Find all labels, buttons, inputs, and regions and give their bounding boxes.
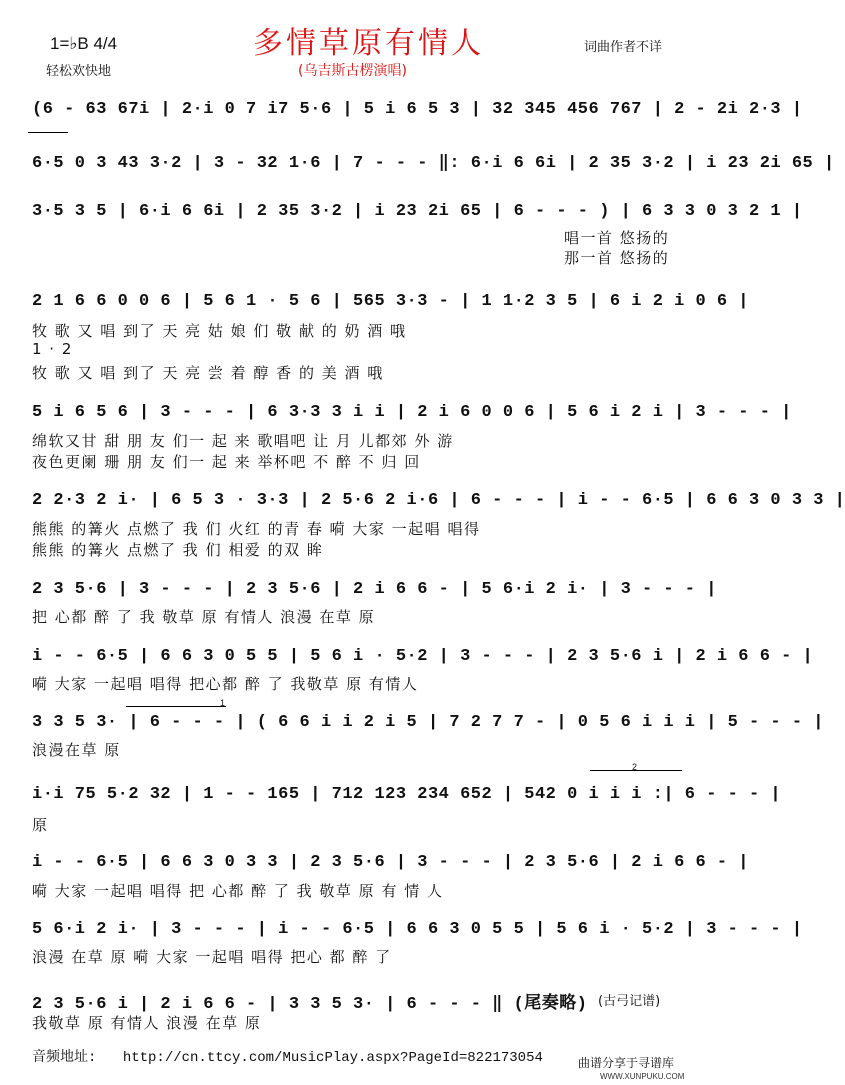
notation-row: 3 3 5 3· | 6 - - - | ( 6 6 i i 2 i 5 | 7 2 7 7 - | 0 5 6 i i i | 5 - - - | — [32, 713, 824, 732]
lyric-line: 牧 歌 又 唱 到了 天 亮 姑 娘 们 敬 献 的 奶 酒 哦 — [32, 322, 407, 340]
audio-label: 音频地址: — [32, 1050, 97, 1066]
lyric-line: 1 · 2 — [32, 340, 73, 358]
notation-row: (6 - 63 67i | 2·i 0 7 i7 5·6 | 5 i 6 5 3 | 32 345 456 767 | 2 - 2i 2·3 | — [32, 100, 803, 119]
audio-url[interactable]: http://cn.ttcy.com/MusicPlay.aspx?PageId=822173054 — [122, 1050, 543, 1066]
notation-row: 3·5 3 5 | 6·i 6 6i | 2 35 3·2 | i 23 2i 65 | 6 - - - ) | 6 3 3 0 3 2 1 | — [32, 202, 803, 221]
site-watermark: WWW.XUNPUKU.COM — [600, 1072, 685, 1081]
lyric-line: 浪漫在草 原 — [32, 741, 121, 759]
lyric-line: 唱一首 悠扬的 — [564, 229, 670, 247]
volta-number: 2 — [632, 762, 638, 772]
singer-subtitle: (乌吉斯古楞演唱) — [298, 63, 407, 79]
notation-row: 2 2·3 2 i· | 6 5 3 · 3·3 | 2 5·6 2 i·6 | 6 - - - | i - - 6·5 | 6 6 3 0 3 3 | — [32, 491, 845, 510]
notation-row: 2 3 5·6 | 3 - - - | 2 3 5·6 | 2 i 6 6 - | 5 6·i 2 i· | 3 - - - | — [32, 580, 717, 599]
lyric-line: 熊熊 的篝火 点燃了 我 们 火红 的青 春 嗬 大家 一起唱 唱得 — [32, 520, 481, 538]
lyric-line: 浪漫 在草 原 嗬 大家 一起唱 唱得 把心 都 醉 了 — [32, 948, 392, 966]
transcriber-note: (古弓记谱) — [598, 994, 661, 1009]
lyric-line: 那一首 悠扬的 — [564, 249, 670, 267]
lyric-line: 嗬 大家 一起唱 唱得 把心都 醉 了 我敬草 原 有情人 — [32, 675, 419, 693]
notation-row: 5 6·i 2 i· | 3 - - - | i - - 6·5 | 6 6 3 0 5 5 | 5 6 i · 5·2 | 3 - - - | — [32, 920, 803, 939]
lyric-line: 我敬草 原 有情人 浪漫 在草 原 — [32, 1014, 262, 1032]
volta-bracket — [126, 706, 226, 707]
lyric-line: 原 — [32, 816, 49, 834]
volta-number: 1 — [220, 698, 226, 708]
lyric-line: 夜色更阑 珊 朋 友 们一 起 来 举杯吧 不 醉 不 归 回 — [32, 453, 421, 471]
lyric-line: 嗬 大家 一起唱 唱得 把 心都 醉 了 我 敬草 原 有 情 人 — [32, 882, 444, 900]
bar-underline — [28, 132, 68, 133]
lyric-line: 熊熊 的篝火 点燃了 我 们 相爱 的双 眸 — [32, 541, 324, 559]
audio-link-row — [32, 1046, 543, 1066]
lyric-line: 绵软又甘 甜 朋 友 们一 起 来 歌唱吧 让 月 儿都郊 外 游 — [32, 432, 454, 450]
notation-row: i·i 75 5·2 32 | 1 - - 165 | 712 123 234 652 | 542 0 i i i :| 6 - - - | — [32, 785, 782, 804]
share-note: 曲谱分享于寻谱库 — [578, 1056, 675, 1070]
notation-row: i - - 6·5 | 6 6 3 0 5 5 | 5 6 i · 5·2 | 3 - - - | 2 3 5·6 i | 2 i 6 6 - | — [32, 647, 814, 666]
credit: 词曲作者不详 — [584, 40, 663, 55]
key-signature: 1=♭B 4/4 — [50, 34, 118, 53]
song-title: 多情草原有情人 — [253, 26, 484, 61]
notation-row: 2 1 6 6 0 0 6 | 5 6 1 · 5 6 | 565 3·3 - | 1 1·2 3 5 | 6 i 2 i 0 6 | — [32, 292, 750, 311]
notation-row: i - - 6·5 | 6 6 3 0 3 3 | 2 3 5·6 | 3 - - - | 2 3 5·6 | 2 i 6 6 - | — [32, 853, 750, 872]
lyric-line: 把 心都 醉 了 我 敬草 原 有情人 浪漫 在草 原 — [32, 608, 376, 626]
lyric-line: 牧 歌 又 唱 到了 天 亮 尝 着 醇 香 的 美 酒 哦 — [32, 364, 384, 382]
notation-row: 5 i 6 5 6 | 3 - - - | 6 3·3 3 i i | 2 i 6 0 0 6 | 5 6 i 2 i | 3 - - - | — [32, 403, 792, 422]
notation-row: 2 3 5·6 i | 2 i 6 6 - | 3 3 5 3· | 6 - - - ‖ (尾奏略) — [32, 995, 588, 1014]
notation-row: 6·5 0 3 43 3·2 | 3 - 32 1·6 | 7 - - - ‖: 6·i 6 6i | 2 35 3·2 | i 23 2i 65 | — [32, 154, 835, 173]
tempo-marking: 轻松欢快地 — [46, 64, 112, 79]
